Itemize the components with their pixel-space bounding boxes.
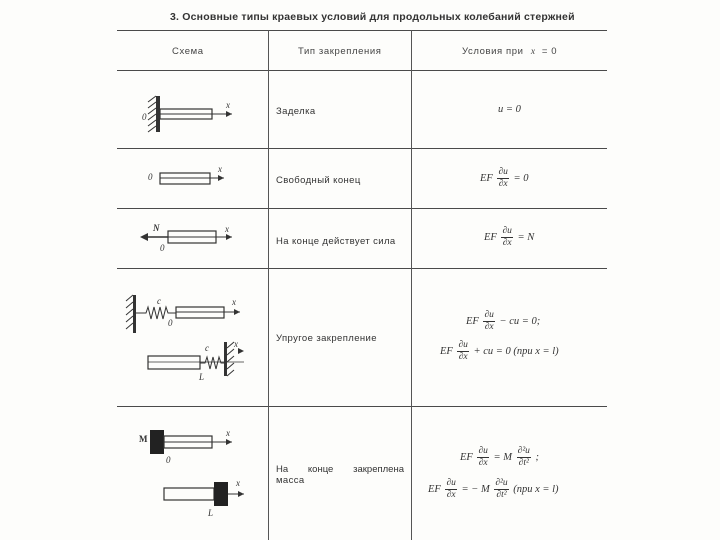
fraction-den: ∂x: [446, 490, 456, 500]
type-force: На конце действует сила: [276, 236, 396, 247]
fraction-num: ∂u: [478, 446, 488, 456]
fraction-den: ∂t²: [518, 458, 529, 468]
fraction-num: ∂²u: [517, 446, 530, 456]
type-word: закреплена: [353, 464, 404, 475]
fraction-num: ∂²u: [495, 478, 508, 488]
elastic-axis-label: x: [234, 339, 238, 349]
cond-lead: EF: [460, 451, 473, 463]
partial-fraction-second: [494, 478, 508, 501]
cond-tail: (при x = l): [513, 483, 559, 495]
header-condition-prefix: Условия при: [462, 46, 524, 57]
elastic-origin-label: 0: [168, 318, 173, 328]
cond-lead: EF: [480, 172, 493, 184]
mass-origin-label: 0: [166, 455, 171, 465]
mass-axis-label: x: [226, 428, 230, 438]
fraction-den: ∂t²: [496, 490, 507, 500]
partial-fraction: [445, 478, 456, 501]
type-mass-line2: масса: [276, 475, 305, 486]
header-condition-value: = 0: [541, 46, 558, 57]
fixed-axis-label: x: [226, 100, 230, 110]
condition-mass-1: [460, 446, 539, 469]
cond-lead: EF: [484, 231, 497, 243]
mass-axis-label: x: [236, 478, 240, 488]
cond-tail: + cu = 0 (при x = l): [473, 345, 559, 357]
force-label: N: [153, 223, 160, 233]
force-axis-label: x: [225, 224, 229, 234]
header-condition-var: x: [530, 47, 536, 57]
type-word: конце: [307, 464, 334, 475]
header-type: Тип закрепления: [298, 46, 382, 57]
elastic-axis-label: x: [232, 297, 236, 307]
cond-lead: EF: [428, 483, 441, 495]
partial-fraction: [477, 446, 488, 469]
cond-mid: = M: [493, 451, 512, 463]
type-mass-line1: [276, 464, 404, 475]
partial-fraction-second: [517, 446, 531, 469]
header-scheme: Схема: [172, 46, 204, 57]
spring-label: c: [157, 296, 161, 306]
mass-end-label: L: [208, 508, 214, 518]
page-title: 3. Основные типы краевых условий для продольных колебаний стержней: [170, 11, 575, 23]
fraction-num: ∂u: [458, 340, 468, 350]
cond-mid: = − M: [461, 483, 490, 495]
fraction-den: ∂x: [458, 352, 468, 362]
type-free: Свободный конец: [276, 175, 361, 186]
cond-tail: = 0: [513, 172, 529, 184]
fraction-den: ∂x: [478, 458, 488, 468]
mass-label: M: [139, 434, 148, 444]
type-word: На: [276, 464, 289, 475]
fraction-den: ∂x: [498, 179, 508, 189]
type-fixed: Заделка: [276, 106, 316, 117]
elastic-end-label: L: [199, 372, 205, 382]
force-origin-label: 0: [160, 243, 165, 253]
condition-mass-2: [428, 478, 559, 501]
fraction-num: ∂u: [498, 167, 508, 177]
free-origin-label: 0: [148, 172, 153, 182]
fraction-den: ∂x: [502, 238, 512, 248]
fraction-den: ∂x: [484, 322, 494, 332]
fraction-num: ∂u: [446, 478, 456, 488]
cond-tail: = N: [517, 231, 535, 243]
fraction-num: ∂u: [502, 226, 512, 236]
condition-fixed: u = 0: [498, 104, 521, 115]
fraction-num: ∂u: [484, 310, 494, 320]
fixed-origin-label: 0: [142, 112, 147, 122]
free-axis-label: x: [218, 164, 222, 174]
cond-lead: EF: [440, 345, 453, 357]
type-elastic: Упругое закрепление: [276, 333, 377, 344]
cond-tail: ;: [535, 451, 540, 463]
spring-label: c: [205, 343, 209, 353]
cond-tail: − cu = 0;: [499, 315, 541, 327]
cond-lead: EF: [466, 315, 479, 327]
